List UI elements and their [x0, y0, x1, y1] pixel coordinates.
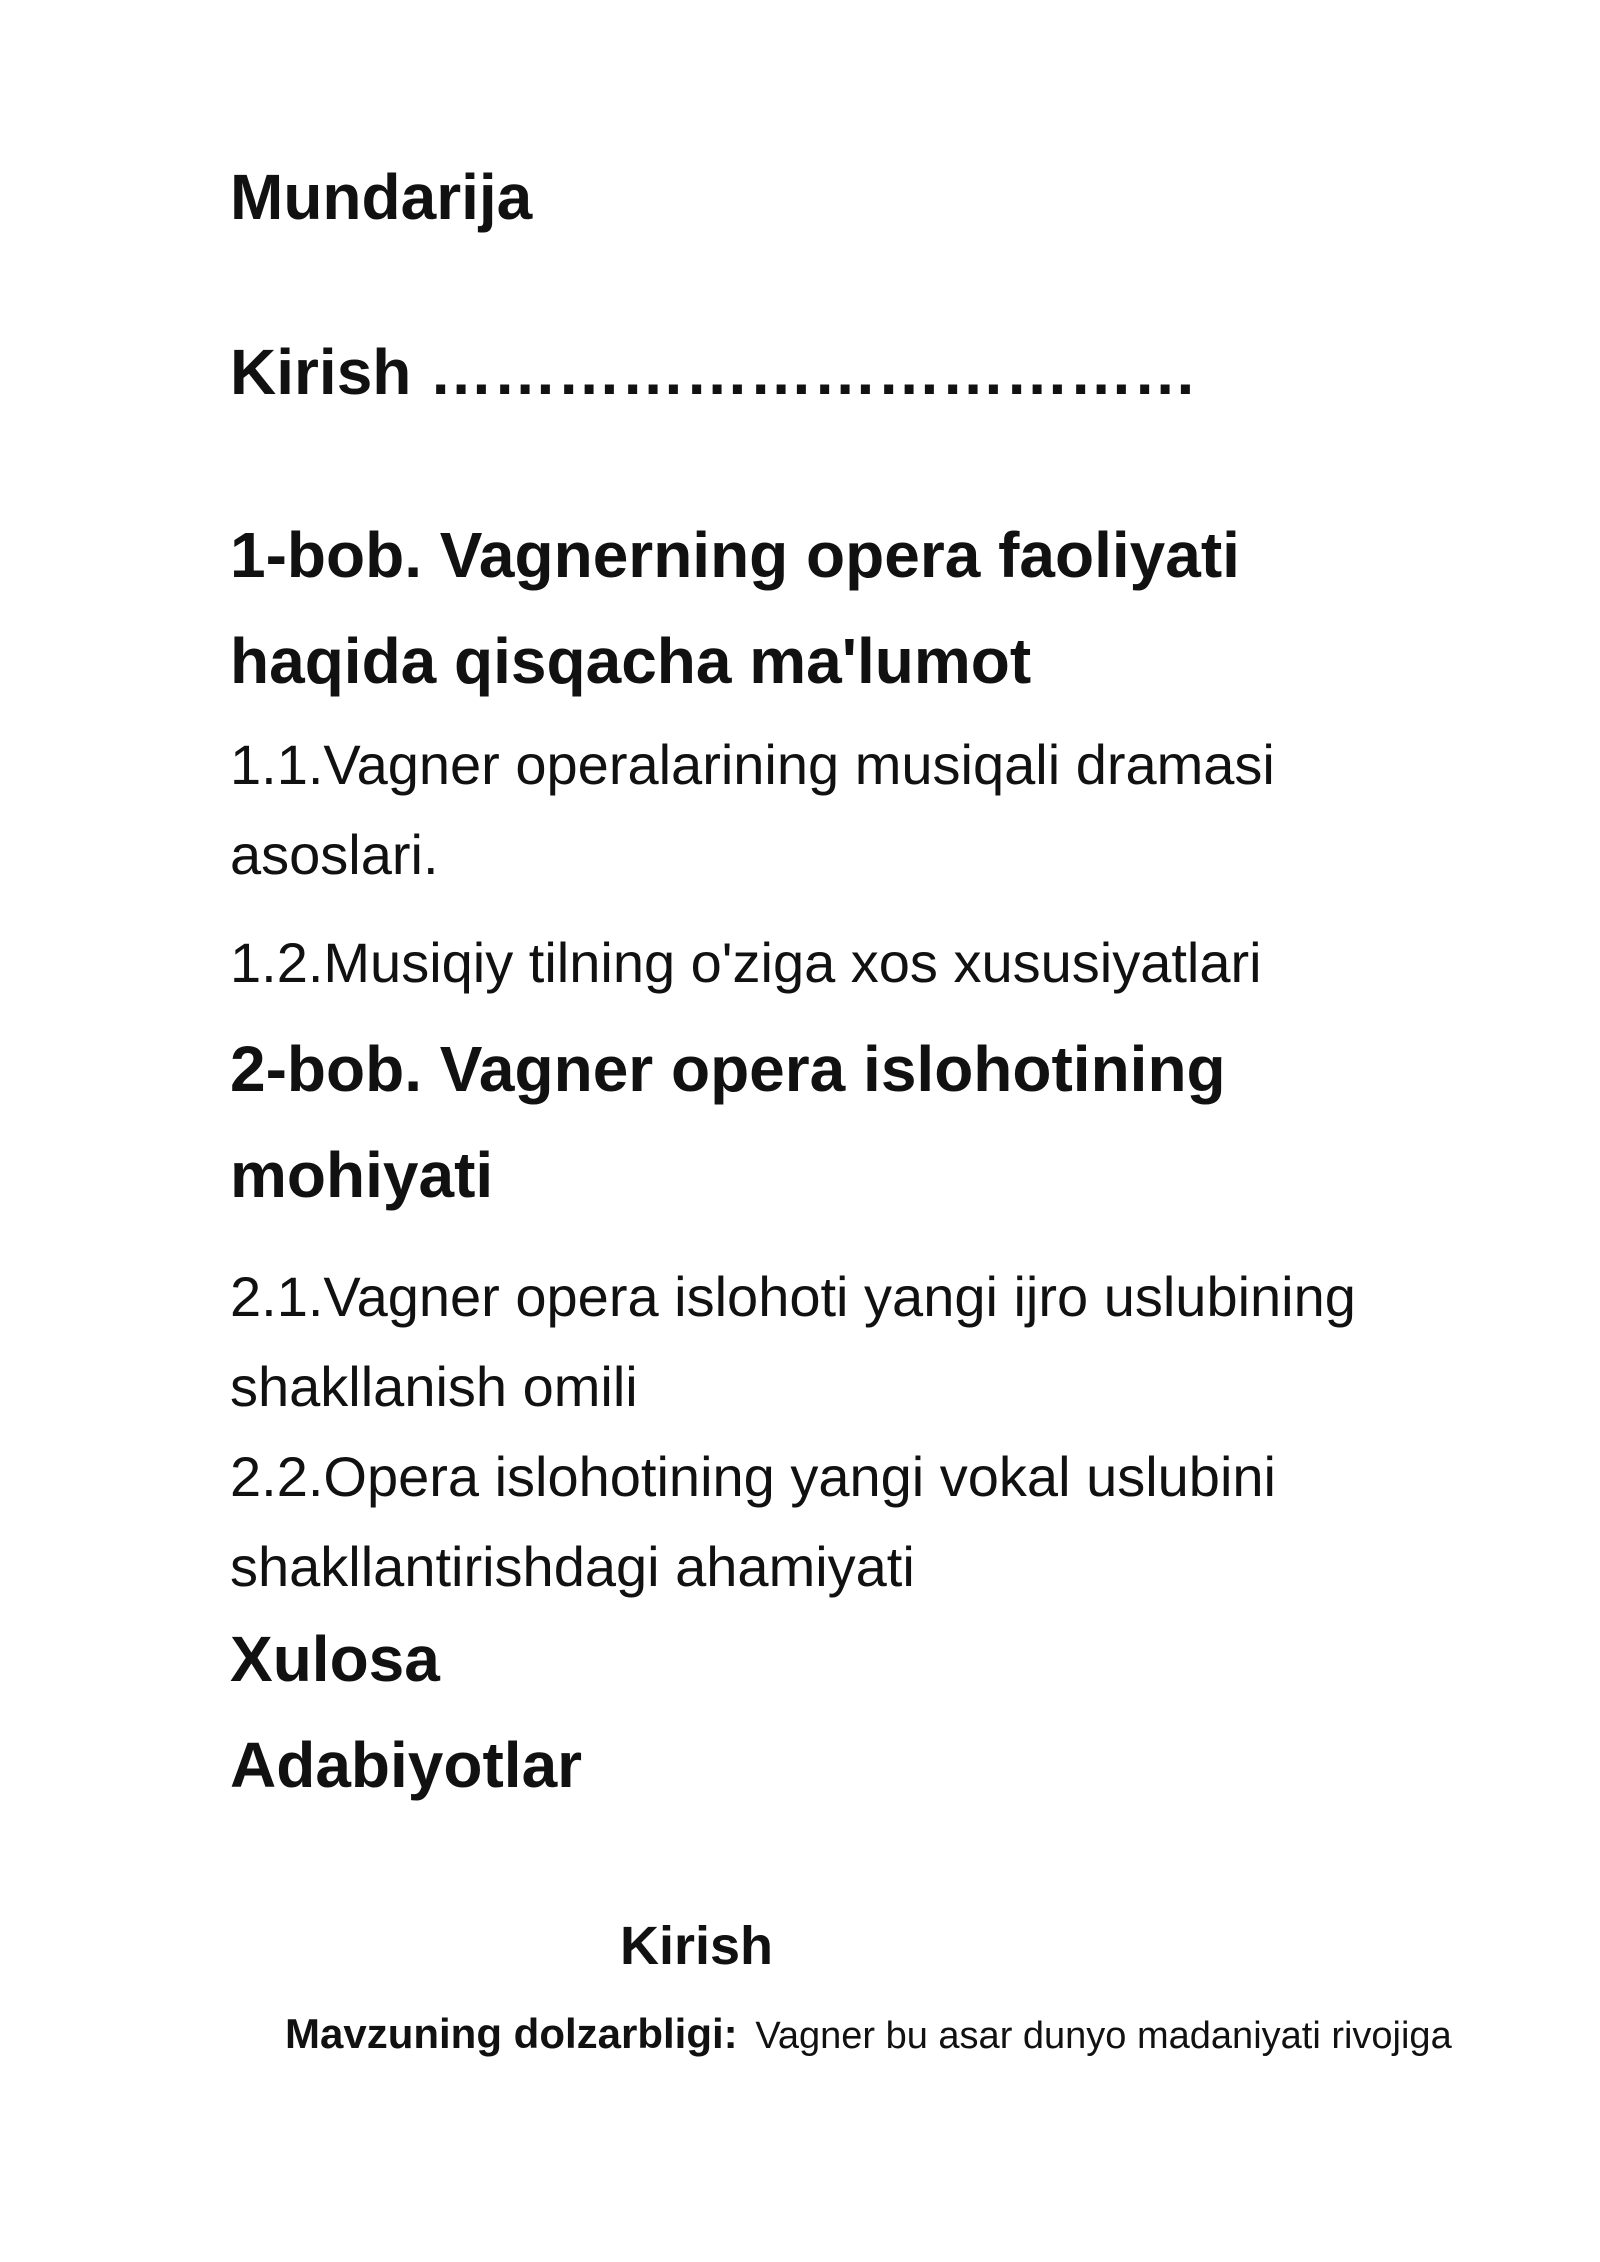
section-1-2-line1: 1.2.Musiqiy tilning o'ziga xos xususiyatlari [230, 931, 1262, 994]
toc-references: Adabiyotlar [230, 1729, 583, 1801]
intro-heading: Kirish [620, 1916, 774, 1976]
section-2-2-line2: shakllantirishdagi ahamiyati [230, 1535, 915, 1598]
section-2-1-line1: 2.1.Vagner opera islohoti yangi ijro uslubining [230, 1265, 1356, 1328]
toc-section-2-2 [230, 1432, 1276, 1612]
toc-chapter2-title [230, 1016, 1226, 1228]
chapter1-title-line1: 1-bob. Vagnerning opera faoliyati [230, 519, 1240, 591]
toc-section-1-2 [230, 918, 1262, 1008]
chapter2-title-line2: mohiyati [230, 1139, 494, 1211]
toc-chapter1-title [230, 502, 1240, 714]
section-2-1-line2: shakllanish omili [230, 1355, 638, 1418]
toc-conclusion: Xulosa [230, 1623, 440, 1695]
relevance-paragraph [285, 2010, 1452, 2058]
toc-section-1-1 [230, 720, 1275, 900]
section-2-2-line1: 2.2.Opera islohotining yangi vokal uslubini [230, 1445, 1276, 1508]
toc-section-2-1 [230, 1252, 1356, 1432]
chapter1-title-line2: haqida qisqacha ma'lumot [230, 625, 1032, 697]
toc-intro-entry: Kirish ……………………………… [230, 336, 1198, 408]
chapter2-title-line1: 2-bob. Vagner opera islohotining [230, 1033, 1226, 1105]
relevance-text: Vagner bu asar dunyo madaniyati rivojiga [755, 2015, 1452, 2057]
section-1-1-line1: 1.1.Vagner operalarining musiqali dramasi [230, 733, 1275, 796]
relevance-label: Mavzuning dolzarbligi: [285, 2010, 738, 2057]
toc-title: Mundarija [230, 161, 533, 233]
section-1-1-line2: asoslari. [230, 823, 439, 886]
